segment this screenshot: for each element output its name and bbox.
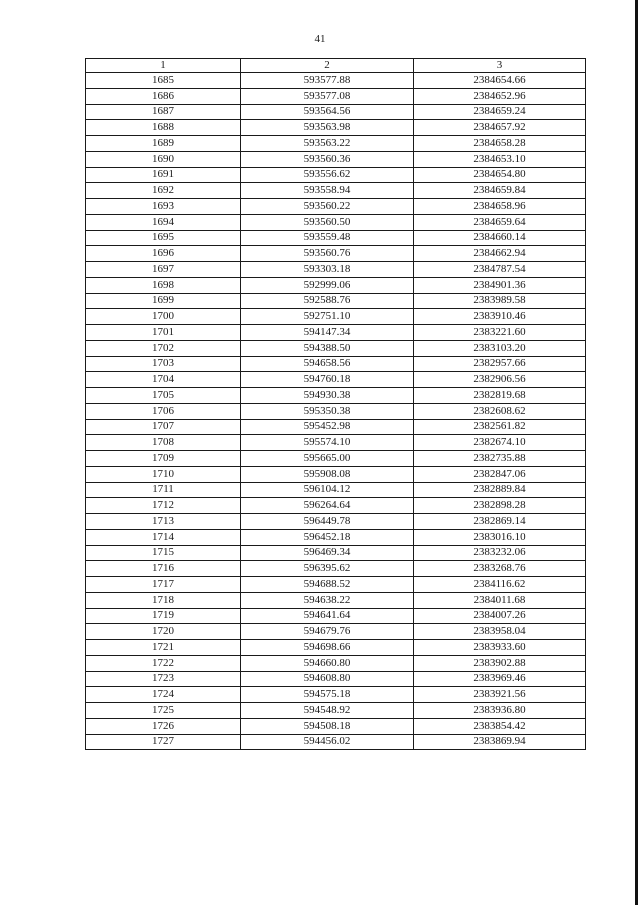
- table-row: [86, 246, 586, 262]
- point-number-cell: 1717: [86, 577, 241, 593]
- point-number-cell: 1701: [86, 325, 241, 341]
- table-row: [86, 73, 586, 89]
- coordinates-table-container: [85, 58, 585, 750]
- table-row: [86, 214, 586, 230]
- y-coordinate-cell: 2384658.28: [414, 136, 586, 152]
- table-row: [86, 262, 586, 278]
- x-coordinate-cell: 596469.34: [241, 545, 414, 561]
- y-coordinate-cell: 2383921.56: [414, 687, 586, 703]
- x-coordinate-cell: 594760.18: [241, 372, 414, 388]
- table-row: [86, 718, 586, 734]
- table-row: [86, 561, 586, 577]
- x-coordinate-cell: 594660.80: [241, 655, 414, 671]
- y-coordinate-cell: 2384116.62: [414, 577, 586, 593]
- point-number-cell: 1695: [86, 230, 241, 246]
- y-coordinate-cell: 2383910.46: [414, 309, 586, 325]
- y-coordinate-cell: 2384654.66: [414, 73, 586, 89]
- x-coordinate-cell: 592999.06: [241, 277, 414, 293]
- point-number-cell: 1720: [86, 624, 241, 640]
- point-number-cell: 1705: [86, 388, 241, 404]
- table-row: [86, 687, 586, 703]
- table-row: [86, 592, 586, 608]
- point-number-cell: 1692: [86, 183, 241, 199]
- table-row: [86, 608, 586, 624]
- y-coordinate-cell: 2383969.46: [414, 671, 586, 687]
- scan-edge-line: [635, 0, 638, 905]
- table-row: [86, 624, 586, 640]
- y-coordinate-cell: 2384787.54: [414, 262, 586, 278]
- table-row: [86, 104, 586, 120]
- y-coordinate-cell: 2384657.92: [414, 120, 586, 136]
- x-coordinate-cell: 593563.22: [241, 136, 414, 152]
- y-coordinate-cell: 2383902.88: [414, 655, 586, 671]
- y-coordinate-cell: 2384901.36: [414, 277, 586, 293]
- x-coordinate-cell: 594608.80: [241, 671, 414, 687]
- y-coordinate-cell: 2382847.06: [414, 466, 586, 482]
- point-number-cell: 1694: [86, 214, 241, 230]
- point-number-cell: 1696: [86, 246, 241, 262]
- point-number-cell: 1704: [86, 372, 241, 388]
- x-coordinate-cell: 594679.76: [241, 624, 414, 640]
- table-row: [86, 372, 586, 388]
- point-number-cell: 1685: [86, 73, 241, 89]
- y-coordinate-cell: 2382674.10: [414, 435, 586, 451]
- x-coordinate-cell: 593303.18: [241, 262, 414, 278]
- point-number-cell: 1703: [86, 356, 241, 372]
- x-coordinate-cell: 594456.02: [241, 734, 414, 750]
- table-row: [86, 183, 586, 199]
- y-coordinate-cell: 2383016.10: [414, 529, 586, 545]
- x-coordinate-cell: 594548.92: [241, 703, 414, 719]
- x-coordinate-cell: 593560.22: [241, 199, 414, 215]
- y-coordinate-cell: 2383221.60: [414, 325, 586, 341]
- x-coordinate-cell: 595350.38: [241, 403, 414, 419]
- y-coordinate-cell: 2384659.24: [414, 104, 586, 120]
- x-coordinate-cell: 594930.38: [241, 388, 414, 404]
- y-coordinate-cell: 2384652.96: [414, 88, 586, 104]
- point-number-cell: 1724: [86, 687, 241, 703]
- y-coordinate-cell: 2384658.96: [414, 199, 586, 215]
- point-number-cell: 1690: [86, 151, 241, 167]
- table-row: [86, 136, 586, 152]
- x-coordinate-cell: 593577.08: [241, 88, 414, 104]
- point-number-cell: 1700: [86, 309, 241, 325]
- point-number-cell: 1722: [86, 655, 241, 671]
- table-row: [86, 309, 586, 325]
- x-coordinate-cell: 594388.50: [241, 340, 414, 356]
- x-coordinate-cell: 596264.64: [241, 498, 414, 514]
- y-coordinate-cell: 2383103.20: [414, 340, 586, 356]
- table-row: [86, 325, 586, 341]
- point-number-cell: 1706: [86, 403, 241, 419]
- y-coordinate-cell: 2383989.58: [414, 293, 586, 309]
- x-coordinate-cell: 594508.18: [241, 718, 414, 734]
- y-coordinate-cell: 2383869.94: [414, 734, 586, 750]
- point-number-cell: 1713: [86, 514, 241, 530]
- x-coordinate-cell: 594641.64: [241, 608, 414, 624]
- point-number-cell: 1723: [86, 671, 241, 687]
- table-row: [86, 435, 586, 451]
- point-number-cell: 1714: [86, 529, 241, 545]
- table-row: [86, 545, 586, 561]
- x-coordinate-cell: 593563.98: [241, 120, 414, 136]
- point-number-cell: 1702: [86, 340, 241, 356]
- point-number-cell: 1691: [86, 167, 241, 183]
- point-number-cell: 1718: [86, 592, 241, 608]
- table-row: [86, 356, 586, 372]
- y-coordinate-cell: 2384653.10: [414, 151, 586, 167]
- table-row: [86, 120, 586, 136]
- x-coordinate-cell: 593559.48: [241, 230, 414, 246]
- y-coordinate-cell: 2382906.56: [414, 372, 586, 388]
- x-coordinate-cell: 592588.76: [241, 293, 414, 309]
- point-number-cell: 1726: [86, 718, 241, 734]
- table-row: [86, 403, 586, 419]
- y-coordinate-cell: 2384654.80: [414, 167, 586, 183]
- point-number-cell: 1715: [86, 545, 241, 561]
- x-coordinate-cell: 594575.18: [241, 687, 414, 703]
- table-row: [86, 482, 586, 498]
- y-coordinate-cell: 2384007.26: [414, 608, 586, 624]
- table-row: [86, 655, 586, 671]
- y-coordinate-cell: 2384660.14: [414, 230, 586, 246]
- table-row: [86, 277, 586, 293]
- x-coordinate-cell: 596104.12: [241, 482, 414, 498]
- point-number-cell: 1725: [86, 703, 241, 719]
- point-number-cell: 1698: [86, 277, 241, 293]
- x-coordinate-cell: 593577.88: [241, 73, 414, 89]
- y-coordinate-cell: 2383854.42: [414, 718, 586, 734]
- table-row: [86, 293, 586, 309]
- x-coordinate-cell: 595574.10: [241, 435, 414, 451]
- y-coordinate-cell: 2383933.60: [414, 640, 586, 656]
- x-coordinate-cell: 593558.94: [241, 183, 414, 199]
- table-row: [86, 703, 586, 719]
- y-coordinate-cell: 2383958.04: [414, 624, 586, 640]
- x-coordinate-cell: 596449.78: [241, 514, 414, 530]
- y-coordinate-cell: 2384662.94: [414, 246, 586, 262]
- table-row: [86, 88, 586, 104]
- y-coordinate-cell: 2382957.66: [414, 356, 586, 372]
- y-coordinate-cell: 2383268.76: [414, 561, 586, 577]
- table-row: [86, 498, 586, 514]
- table-row: [86, 734, 586, 750]
- point-number-cell: 1710: [86, 466, 241, 482]
- x-coordinate-cell: 594147.34: [241, 325, 414, 341]
- point-number-cell: 1716: [86, 561, 241, 577]
- table-row: [86, 230, 586, 246]
- page-number: 41: [314, 33, 326, 45]
- x-coordinate-cell: 593560.50: [241, 214, 414, 230]
- y-coordinate-cell: 2384011.68: [414, 592, 586, 608]
- point-number-cell: 1707: [86, 419, 241, 435]
- point-number-cell: 1727: [86, 734, 241, 750]
- y-coordinate-cell: 2382898.28: [414, 498, 586, 514]
- y-coordinate-cell: 2384659.64: [414, 214, 586, 230]
- point-number-cell: 1686: [86, 88, 241, 104]
- column-header-3: 3: [414, 59, 586, 73]
- table-row: [86, 419, 586, 435]
- x-coordinate-cell: 593560.76: [241, 246, 414, 262]
- table-row: [86, 671, 586, 687]
- x-coordinate-cell: 594698.66: [241, 640, 414, 656]
- x-coordinate-cell: 595908.08: [241, 466, 414, 482]
- table-row: [86, 388, 586, 404]
- point-number-cell: 1711: [86, 482, 241, 498]
- table-row: [86, 199, 586, 215]
- x-coordinate-cell: 592751.10: [241, 309, 414, 325]
- y-coordinate-cell: 2382869.14: [414, 514, 586, 530]
- x-coordinate-cell: 594638.22: [241, 592, 414, 608]
- y-coordinate-cell: 2382735.88: [414, 451, 586, 467]
- table-row: [86, 466, 586, 482]
- x-coordinate-cell: 595452.98: [241, 419, 414, 435]
- column-header-1: 1: [86, 59, 241, 73]
- x-coordinate-cell: 596452.18: [241, 529, 414, 545]
- point-number-cell: 1708: [86, 435, 241, 451]
- y-coordinate-cell: 2384659.84: [414, 183, 586, 199]
- column-header-2: 2: [241, 59, 414, 73]
- table-row: [86, 514, 586, 530]
- point-number-cell: 1719: [86, 608, 241, 624]
- table-header-row: [86, 59, 586, 73]
- y-coordinate-cell: 2382889.84: [414, 482, 586, 498]
- y-coordinate-cell: 2382819.68: [414, 388, 586, 404]
- table-row: [86, 340, 586, 356]
- coordinates-table: [85, 58, 586, 750]
- y-coordinate-cell: 2383232.06: [414, 545, 586, 561]
- point-number-cell: 1693: [86, 199, 241, 215]
- table-row: [86, 451, 586, 467]
- point-number-cell: 1721: [86, 640, 241, 656]
- y-coordinate-cell: 2383936.80: [414, 703, 586, 719]
- x-coordinate-cell: 593560.36: [241, 151, 414, 167]
- point-number-cell: 1712: [86, 498, 241, 514]
- point-number-cell: 1687: [86, 104, 241, 120]
- point-number-cell: 1689: [86, 136, 241, 152]
- point-number-cell: 1699: [86, 293, 241, 309]
- table-body: [86, 73, 586, 750]
- y-coordinate-cell: 2382561.82: [414, 419, 586, 435]
- table-row: [86, 640, 586, 656]
- point-number-cell: 1709: [86, 451, 241, 467]
- table-row: [86, 577, 586, 593]
- x-coordinate-cell: 595665.00: [241, 451, 414, 467]
- x-coordinate-cell: 593564.56: [241, 104, 414, 120]
- table-row: [86, 529, 586, 545]
- point-number-cell: 1688: [86, 120, 241, 136]
- x-coordinate-cell: 596395.62: [241, 561, 414, 577]
- y-coordinate-cell: 2382608.62: [414, 403, 586, 419]
- x-coordinate-cell: 594658.56: [241, 356, 414, 372]
- point-number-cell: 1697: [86, 262, 241, 278]
- x-coordinate-cell: 593556.62: [241, 167, 414, 183]
- table-row: [86, 151, 586, 167]
- table-row: [86, 167, 586, 183]
- x-coordinate-cell: 594688.52: [241, 577, 414, 593]
